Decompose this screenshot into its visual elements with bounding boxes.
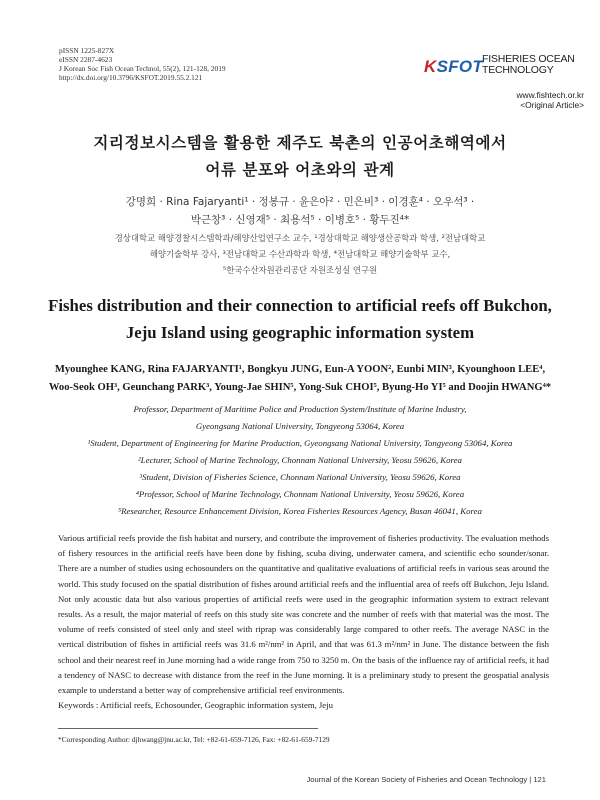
footnote-divider <box>58 728 318 729</box>
citation: J Korean Soc Fish Ocean Technol, 55(2), 121-128, 2019 <box>59 64 226 74</box>
english-affiliation-line: ²Lecturer, School of Marine Technology, Chonnam National University, Yeosu 59626, Korea <box>138 455 462 465</box>
english-title-line-1: Fishes distribution and their connection to artificial reefs off Bukchon, <box>48 296 552 315</box>
english-authors-line-1: Myounghee KANG, Rina FAJARYANTI¹, Bongkyu JUNG, Eun-A YOON², Eunbi MIN³, Kyounghoon LEE⁴, <box>54 364 546 375</box>
korean-affiliation-line-3: ⁵한국수산자원관리공단 자원조성실 연구원 <box>222 265 378 275</box>
page-footer: Journal of the Korean Society of Fisheries and Ocean Technology | 121 <box>306 775 546 784</box>
keywords: Keywords : Artificial reefs, Echosounder, Geographic information system, Jeju <box>58 700 333 710</box>
korean-authors-line-2: 박근창³ · 신영재⁵ · 최용석⁵ · 이병호⁵ · 황두진⁴* <box>190 214 410 226</box>
corresponding-author: *Corresponding Author: djhwang@jnu.ac.kr, Tel: +82-61-659-7126, Fax: +82-61-659-7129 <box>58 735 330 744</box>
pissn: pISSN 1225-827X <box>59 46 115 55</box>
journal-website[interactable]: www.fishtech.or.kr <box>516 90 584 100</box>
korean-title-line-1: 지리정보시스템을 활용한 제주도 북촌의 인공어초해역에서 <box>93 134 507 152</box>
ksfot-logo <box>424 52 579 90</box>
english-affiliation-line: ⁴Professor, School of Marine Technology, Chonnam National University, Yeosu 59626, Korea <box>135 489 465 499</box>
korean-affiliation-line-2: 해양기술학부 강사, ³전남대학교 수산과학과 학생, ⁴전남대학교 해양기술학부 교수, <box>149 249 451 259</box>
korean-title-line-2: 어류 분포와 어초와의 관계 <box>205 161 395 179</box>
doi-link[interactable]: http://dx.doi.org/10.3796/KSFOT.2019.55.2.121 <box>59 73 203 83</box>
article-type: <Original Article> <box>520 100 584 110</box>
english-title-line-2: Jeju Island using geographic information system <box>125 323 475 342</box>
english-affiliation-line: ³Student, Division of Fisheries Science, Chonnam National University, Yeosu 59626, Korea <box>139 472 461 482</box>
english-affiliation-line: ¹Student, Department of Engineering for Marine Production, Gyeongsang National University, Tongyeong 53064, Korea <box>87 438 513 448</box>
english-affiliation-line: ⁵Researcher, Resource Enhancement Division, Korea Fisheries Resources Agency, Busan 46041, Korea <box>118 506 482 516</box>
english-affiliation-line: Professor, Department of Maritime Police and Production System/Institute of Marine Industry, <box>133 404 467 414</box>
korean-authors-line-1: 강명희 · Rina Fajaryanti¹ · 정봉규 · 윤은아² · 민은비³ · 이경훈⁴ · 오우석³ · <box>125 196 475 208</box>
eissn: eISSN 2287-4623 <box>59 55 113 65</box>
journal-meta <box>59 46 226 82</box>
english-authors-line-2: Woo-Seok OH³, Geunchang PARK³, Young-Jae SHIN⁵, Yong-Suk CHOI⁵, Byung-Ho YI⁵ and Doojin HWANG⁴* <box>48 382 552 393</box>
korean-affiliation-line-1: 경상대학교 해양경찰시스템학과/해양산업연구소 교수, ¹경상대학교 해양생산공학과 학생, ²전남대학교 <box>114 233 486 243</box>
logo-text: FISHERIES OCEAN TECHNOLOGY <box>482 53 575 76</box>
logo-mark: KSFOT <box>424 57 484 76</box>
english-affiliation-line: Gyeongsang National University, Tongyeong 53064, Korea <box>195 421 405 431</box>
abstract: Various artificial reefs provide the fish habitat and nursery, and contribute the improvement of fisheries productivity. The evaluation methods of fishery resources in the artificial reefs have been done by fishing, scuba diving, underwater camera, and scientific echo sounder/sonar. There are a number of studies using echosounders on the quantitative and qualitative evaluations of artificial reefs in various seas around the world. This study focused on the spatial distribution of fishes around artificial reefs and the influential area of reefs off Bukchon, Jeju Island. Not only acoustic data but also various properties of artificial reefs were used in the geographic information system to extract relevant results. As a result, the major material of reefs on this study site was concrete and the number of reefs with that material was the most. The volume of reefs consisted of steel only and steel with riprap was considerably large compared to other reefs. The average NASC in the vertical distribution of fishes in artificial reefs was 31.6 m²/nm² in April, and that was 61.3 m²/nm² in June. The distance between the fish school and their nearest reef in June morning had a wide range from 750 to 3250 m. On the basis of the influence ray of artificial reefs, it had a tendency of NASC to decrease with distance from the reef in the June morning. It is a preliminary study to present the geospatial analysis example to understand a better way of comprehensive artificial reef environments. <box>58 533 549 696</box>
